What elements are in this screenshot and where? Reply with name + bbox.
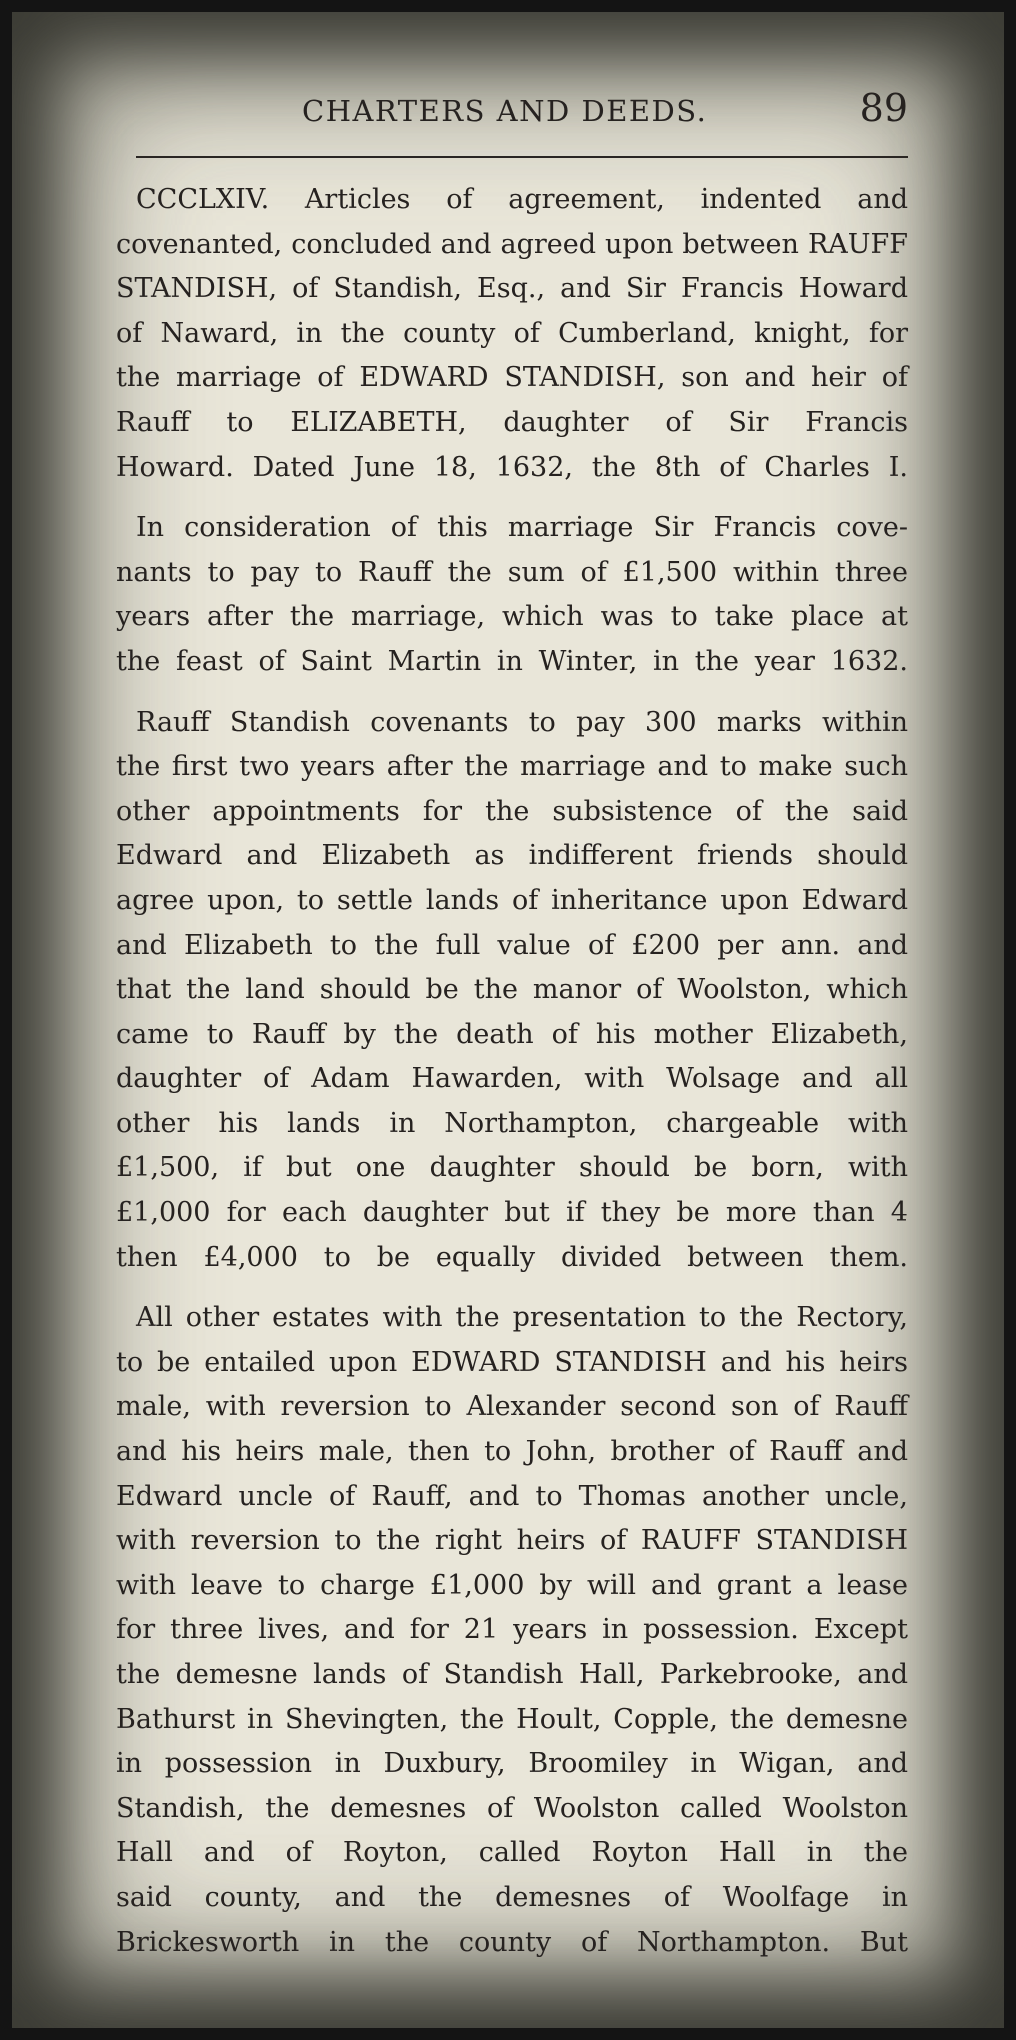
text-line: male, with reversion to Alexander second son of Rauff — [116, 1391, 908, 1423]
book-page — [116, 82, 908, 1962]
text-line: Hall and of Royton, called Royton Hall in the — [116, 1837, 908, 1869]
text-line: the first two years after the marriage and to make such — [116, 751, 908, 783]
text-line: Standish, the demesnes of Woolston called Woolston — [116, 1792, 908, 1824]
text-line: the feast of Saint Martin in Winter, in the year 1632. — [116, 645, 908, 677]
text-line: of Naward, in the county of Cumberland, knight, for — [116, 317, 908, 349]
text-line: with reversion to the right heirs of RAUFF STANDISH — [116, 1525, 908, 1557]
text-line: covenanted, concluded and agreed upon between RAUFF — [116, 228, 908, 260]
text-line: Rauff to ELIZABETH, daughter of Sir Francis — [116, 406, 908, 438]
text-line: Bathurst in Shevingten, the Hoult, Copple, the demesne — [116, 1703, 908, 1735]
body-text — [116, 178, 908, 1981]
paragraph-other-estates — [116, 1296, 908, 1965]
text-line: other appointments for the subsistence of the said — [116, 795, 908, 827]
text-line: and his heirs male, then to John, brother of Rauff and — [116, 1436, 908, 1468]
text-line: In consideration of this marriage Sir Francis cove- — [136, 512, 908, 544]
text-line: agree upon, to settle lands of inheritance upon Edward — [116, 884, 908, 916]
header-rule — [136, 156, 908, 158]
text-line: that the land should be the manor of Woolston, which — [116, 974, 908, 1006]
text-line: other his lands in Northampton, chargeable with — [116, 1107, 908, 1139]
text-line: STANDISH, of Standish, Esq., and Sir Francis Howard — [116, 273, 908, 305]
text-line: CCCLXIV. Articles of agreement, indented and — [136, 184, 908, 215]
paragraph-deed-ccclxiv — [116, 178, 908, 490]
text-line: and Elizabeth to the full value of £200 per ann. and — [116, 929, 908, 961]
text-line: the marriage of EDWARD STANDISH, son and heir of — [116, 362, 908, 394]
text-line: Edward uncle of Rauff, and to Thomas another uncle, — [116, 1480, 908, 1512]
text-line: the demesne lands of Standish Hall, Parkebrooke, and — [116, 1659, 908, 1690]
text-line: said county, and the demesnes of Woolfage in — [116, 1881, 908, 1913]
text-line: years after the marriage, which was to take place at — [116, 601, 908, 633]
text-line: Edward and Elizabeth as indifferent friends should — [116, 840, 908, 872]
text-line: nants to pay to Rauff the sum of £1,500 within three — [116, 556, 908, 588]
page-number: 89 — [859, 86, 908, 130]
running-head-title: CHARTERS AND DEEDS. — [302, 94, 708, 128]
text-line: £1,000 for each daughter but if they be more than 4 — [116, 1197, 908, 1229]
paragraph-rauff-covenants — [116, 701, 908, 1281]
text-line: then £4,000 to be equally divided between them. — [116, 1241, 908, 1273]
text-line: came to Rauff by the death of his mother Elizabeth, — [116, 1018, 908, 1050]
text-line: with leave to charge £1,000 by will and grant a lease — [116, 1569, 908, 1601]
text-line: for three lives, and for 21 years in possession. Except — [116, 1614, 908, 1646]
text-line: All other estates with the presentation to the Rectory, — [136, 1302, 908, 1334]
text-line: in possession in Duxbury, Broomiley in Wigan, and — [116, 1748, 908, 1780]
text-line: Rauff Standish covenants to pay 300 marks within — [136, 706, 908, 738]
paragraph-consideration — [116, 506, 908, 684]
text-line: Brickesworth in the county of Northampton. But — [116, 1926, 908, 1958]
text-line: to be entailed upon EDWARD STANDISH and his heirs — [116, 1346, 908, 1378]
text-line: £1,500, if but one daughter should be born, with — [116, 1152, 908, 1184]
text-line: Howard. Dated June 18, 1632, the 8th of Charles I. — [116, 451, 908, 483]
text-line: daughter of Adam Hawarden, with Wolsage and all — [116, 1063, 908, 1095]
running-head — [116, 82, 908, 140]
